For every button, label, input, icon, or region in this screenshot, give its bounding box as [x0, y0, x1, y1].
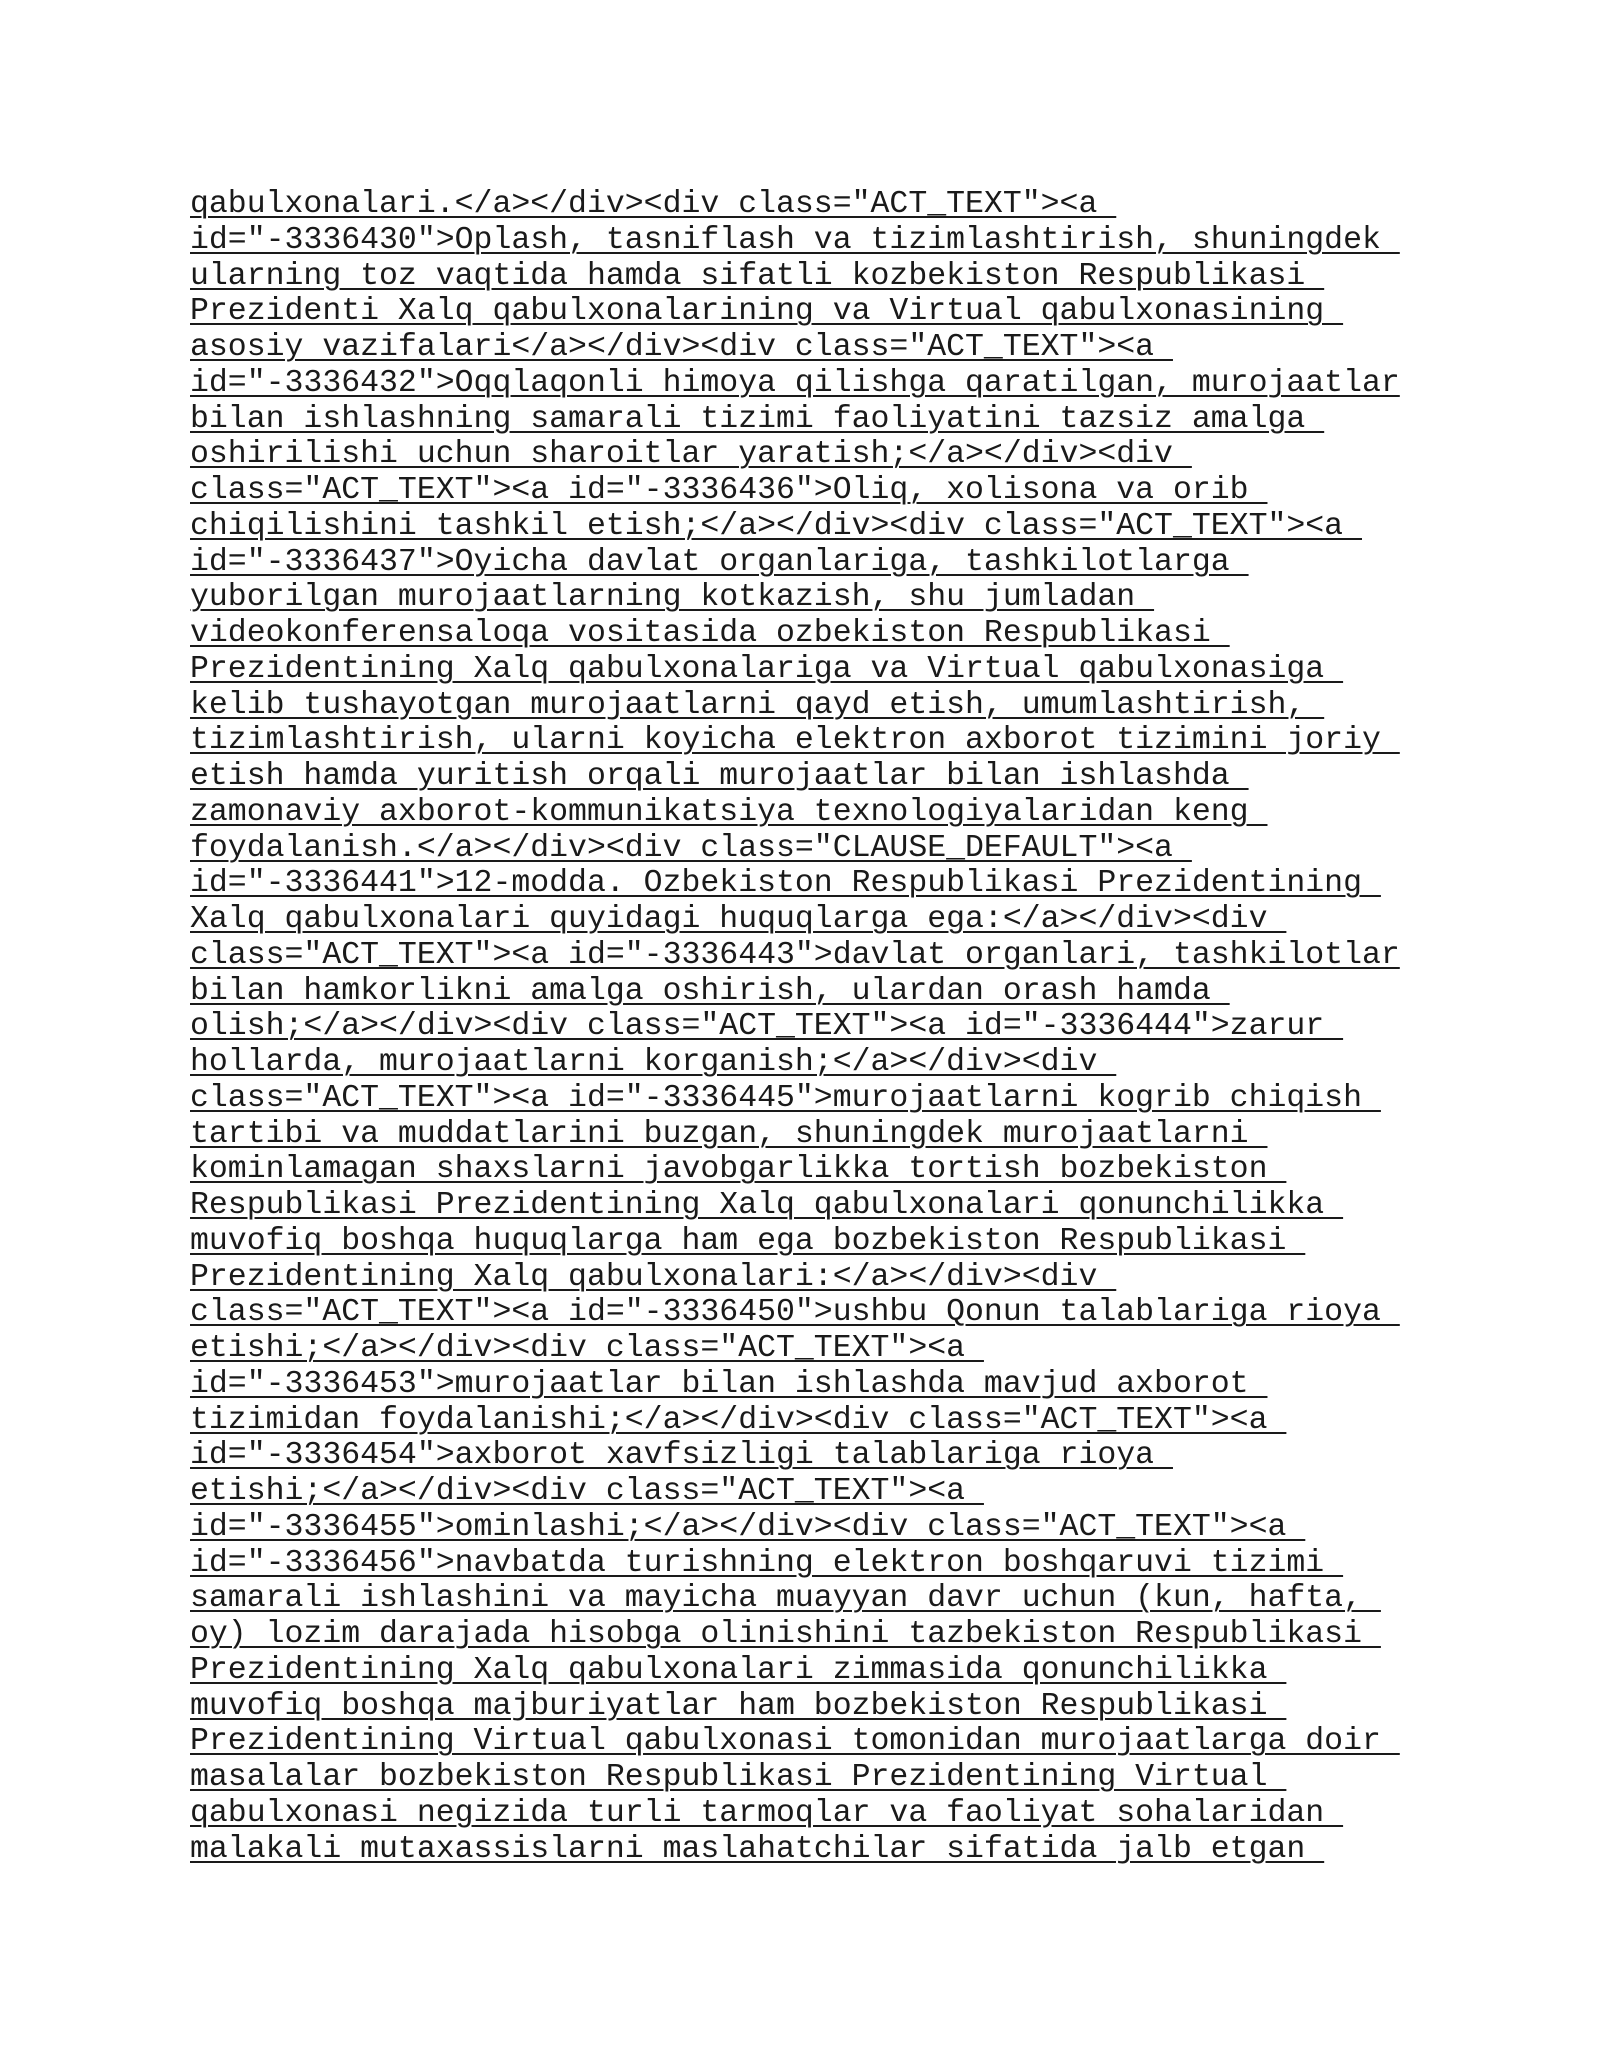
text-line: id="-3336430">Oplash, tasniflash va tizimlashtirish, shuningdek	[190, 222, 1400, 258]
text-line: tizimlashtirish, ularni koyicha elektron axborot tizimini joriy	[190, 723, 1400, 759]
text-line: kelib tushayotgan murojaatlarni qayd etish, umumlashtirish,	[190, 687, 1325, 723]
text-line: Prezidentining Xalq qabulxonalari:</a></div><div	[190, 1259, 1117, 1295]
text-line: samarali ishlashini va mayicha muayyan davr uchun (kun, hafta,	[190, 1581, 1381, 1617]
text-line: id="-3336432">Oqqlaqonli himoya qilishga qaratilgan, murojaatlar	[190, 365, 1400, 401]
text-line: qabulxonalari.</a></div><div class="ACT_TEXT"><a	[190, 187, 1117, 222]
text-line: chiqilishini tashkil etish;</a></div><div class="ACT_TEXT"><a	[190, 508, 1362, 544]
text-line: class="ACT_TEXT"><a id="-3336445">murojaatlarni kogrib chiqish	[190, 1080, 1381, 1116]
text-line: etish hamda yuritish orqali murojaatlar bilan ishlashda	[190, 759, 1249, 794]
text-line: id="-3336455">ominlashi;</a></div><div class="ACT_TEXT"><a	[190, 1509, 1306, 1545]
text-line: bilan hamkorlikni amalga oshirish, ulardan orash hamda	[190, 973, 1230, 1009]
text-line: id="-3336454">axborot xavfsizligi talablariga rioya	[190, 1438, 1173, 1474]
text-line: zamonaviy axborot-kommunikatsiya texnologiyalaridan keng	[190, 794, 1268, 830]
text-line: yuborilgan murojaatlarning kotkazish, shu jumladan	[190, 580, 1155, 616]
text-line: kominlamagan shaxslarni javobgarlikka tortish bozbekiston	[190, 1152, 1287, 1188]
text-line: malakali mutaxassislarni maslahatchilar sifatida jalb etgan	[190, 1831, 1325, 1867]
text-line: Prezidenti Xalq qabulxonalarining va Virtual qabulxonasining	[190, 294, 1344, 330]
text-line: olish;</a></div><div class="ACT_TEXT"><a id="-3336444">zarur	[190, 1009, 1344, 1045]
text-line: tartibi va muddatlarini buzgan, shuningdek murojaatlarni	[190, 1116, 1268, 1152]
text-line: videokonferensaloqa vositasida ozbekiston Respublikasi	[190, 616, 1230, 651]
text-line: bilan ishlashning samarali tizimi faoliyatini tazsiz amalga	[190, 401, 1325, 437]
text-line: qabulxonasi negizida turli tarmoqlar va faoliyat sohalaridan	[190, 1795, 1344, 1831]
text-line: Prezidentining Virtual qabulxonasi tomonidan murojaatlarga doir	[190, 1724, 1400, 1760]
text-line: masalalar bozbekiston Respublikasi Prezidentining Virtual	[190, 1760, 1287, 1795]
text-line: id="-3336441">12-modda. Ozbekiston Respublikasi Prezidentining	[190, 866, 1381, 902]
text-line: class="ACT_TEXT"><a id="-3336450">ushbu Qonun talablariga rioya	[190, 1295, 1400, 1331]
text-line: Prezidentining Xalq qabulxonalari zimmasida qonunchilikka	[190, 1652, 1287, 1688]
text-line: Xalq qabulxonalari quyidagi huquqlarga ega:</a></div><div	[190, 902, 1287, 937]
text-line: Respublikasi Prezidentining Xalq qabulxonalari qonunchilikka	[190, 1188, 1344, 1223]
text-line: etishi;</a></div><div class="ACT_TEXT"><a	[190, 1331, 984, 1366]
text-line: muvofiq boshqa majburiyatlar ham bozbekiston Respublikasi	[190, 1688, 1287, 1724]
document-body-text	[190, 187, 1430, 1867]
text-line: muvofiq boshqa huquqlarga ham ega bozbekiston Respublikasi	[190, 1223, 1306, 1259]
text-line: oy) lozim darajada hisobga olinishini tazbekiston Respublikasi	[190, 1617, 1381, 1652]
text-line: etishi;</a></div><div class="ACT_TEXT"><a	[190, 1474, 984, 1509]
text-line: id="-3336456">navbatda turishning elektron boshqaruvi tizimi	[190, 1545, 1344, 1581]
text-line: oshirilishi uchun sharoitlar yaratish;</a></div><div	[190, 437, 1192, 473]
text-line: ularning toz vaqtida hamda sifatli kozbekiston Respublikasi	[190, 258, 1325, 294]
text-line: asosiy vazifalari</a></div><div class="ACT_TEXT"><a	[190, 330, 1173, 365]
text-line: class="ACT_TEXT"><a id="-3336443">davlat organlari, tashkilotlar	[190, 937, 1400, 973]
text-line: id="-3336437">Oyicha davlat organlariga, tashkilotlarga	[190, 544, 1249, 580]
text-line: Prezidentining Xalq qabulxonalariga va Virtual qabulxonasiga	[190, 651, 1344, 687]
text-line: class="ACT_TEXT"><a id="-3336436">Oliq, xolisona va orib	[190, 473, 1268, 508]
text-line: id="-3336453">murojaatlar bilan ishlashda mavjud axborot	[190, 1366, 1268, 1402]
text-line: foydalanish.</a></div><div class="CLAUSE_DEFAULT"><a	[190, 830, 1192, 866]
text-line: hollarda, murojaatlarni korganish;</a></div><div	[190, 1045, 1117, 1080]
text-line: tizimidan foydalanishi;</a></div><div class="ACT_TEXT"><a	[190, 1402, 1287, 1438]
